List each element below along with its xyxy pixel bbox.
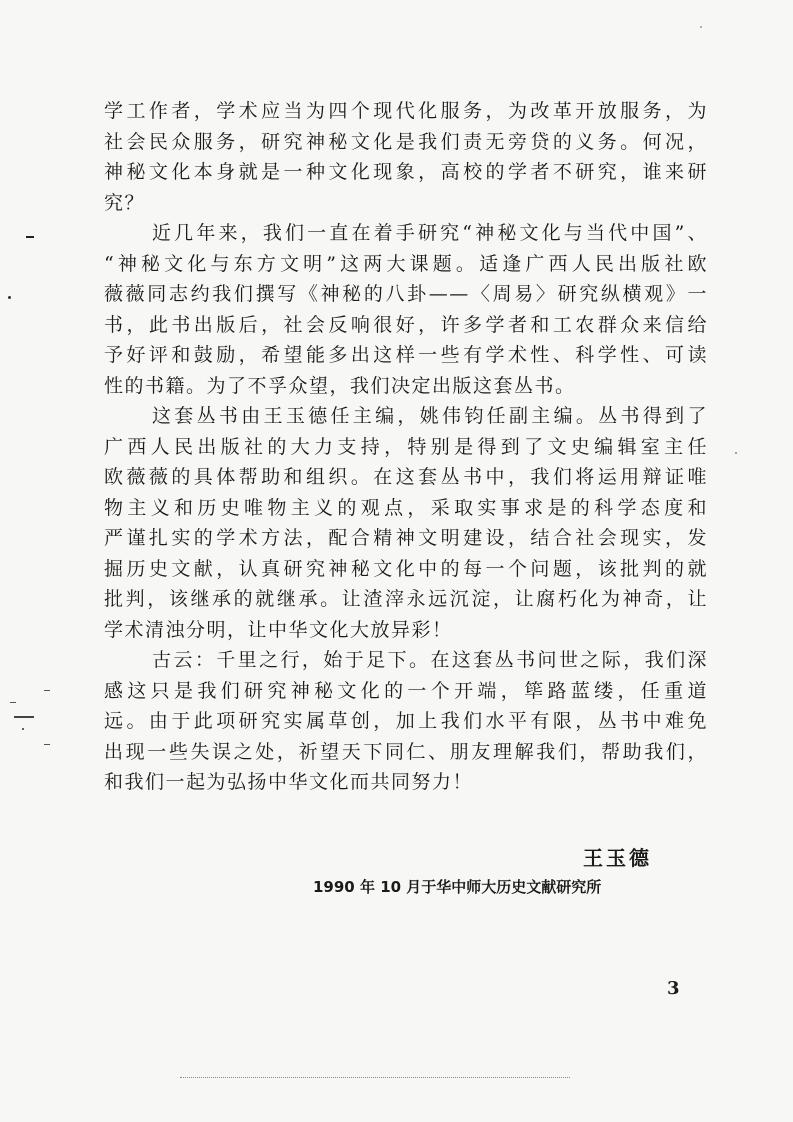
preface-body — [104, 96, 708, 798]
text-line: 性的书籍。为了不孚众望，我们决定出版这套丛书。 — [104, 374, 576, 397]
text-line: 书，此书出版后，社会反响很好，许多学者和工农群众来信给 — [104, 313, 708, 336]
scan-mark — [44, 690, 50, 691]
scan-speck — [22, 728, 24, 730]
text-line: 古云：千里之行，始于足下。在这套丛书问世之际，我们深 — [152, 649, 708, 671]
text-line: 予好评和鼓励，希望能多出这样一些有学术性、科学性、可读 — [104, 344, 708, 366]
scan-speck — [700, 26, 702, 28]
text-line: 广西人民出版社的大力支持，特别是得到了文史编辑室主任 — [104, 435, 708, 458]
text-line: 这套丛书由王玉德任主编，姚伟钧任副主编。丛书得到了 — [152, 405, 708, 427]
text-line: 学工作者，学术应当为四个现代化服务，为改革开放服务，为 — [104, 100, 708, 122]
text-line: 掘历史文献，认真研究神秘文化中的每一个问题，该批判的就 — [104, 557, 708, 580]
text-line: 感这只是我们研究神秘文化的一个开端，筚路蓝缕，任重道 — [104, 679, 708, 702]
text-line: 和我们一起为弘扬中华文化而共同努力！ — [104, 771, 474, 793]
scan-mark — [14, 716, 34, 718]
author-signature: 王玉德 — [583, 846, 652, 870]
text-line: 学术清浊分明，让中华文化大放异彩！ — [104, 618, 453, 641]
scan-mark — [26, 236, 34, 238]
signature-date-place: 1990 年 10 月于华中师大历史文献研究所 — [313, 878, 602, 896]
text-line: 出现一些失误之处，祈望天下同仁、朋友理解我们，帮助我们， — [104, 740, 708, 763]
text-line: 严谨扎实的学术方法，配合精神文明建设，结合社会现实，发 — [104, 527, 708, 549]
text-line: 社会民众服务，研究神秘文化是我们责无旁贷的义务。何况， — [104, 130, 708, 153]
text-line: 批判，该继承的就继承。让渣滓永远沉淀，让腐朽化为神奇，让 — [104, 588, 708, 610]
text-line: 近几年来，我们一直在着手研究“神秘文化与当代中国”、 — [152, 222, 708, 244]
text-line: “神秘文化与东方文明”这两大课题。适逢广西人民出版社欧 — [104, 252, 708, 275]
scan-speck — [735, 452, 737, 454]
text-line: 薇薇同志约我们撰写《神秘的八卦——〈周易〉研究纵横观》一 — [104, 283, 708, 305]
scan-mark — [10, 702, 16, 703]
scan-bottom-rule — [180, 1077, 570, 1078]
scan-speck — [8, 296, 11, 299]
scan-mark — [44, 744, 50, 745]
text-line: 究？ — [104, 191, 146, 214]
page-number: 3 — [667, 978, 680, 999]
text-line: 神秘文化本身就是一种文化现象，高校的学者不研究，谁来研 — [104, 161, 708, 183]
text-line: 远。由于此项研究实属草创，加上我们水平有限，丛书中难免 — [104, 710, 708, 732]
text-line: 物主义和历史唯物主义的观点，采取实事求是的科学态度和 — [104, 496, 708, 519]
text-line: 欧薇薇的具体帮助和组织。在这套丛书中，我们将运用辩证唯 — [104, 466, 708, 488]
